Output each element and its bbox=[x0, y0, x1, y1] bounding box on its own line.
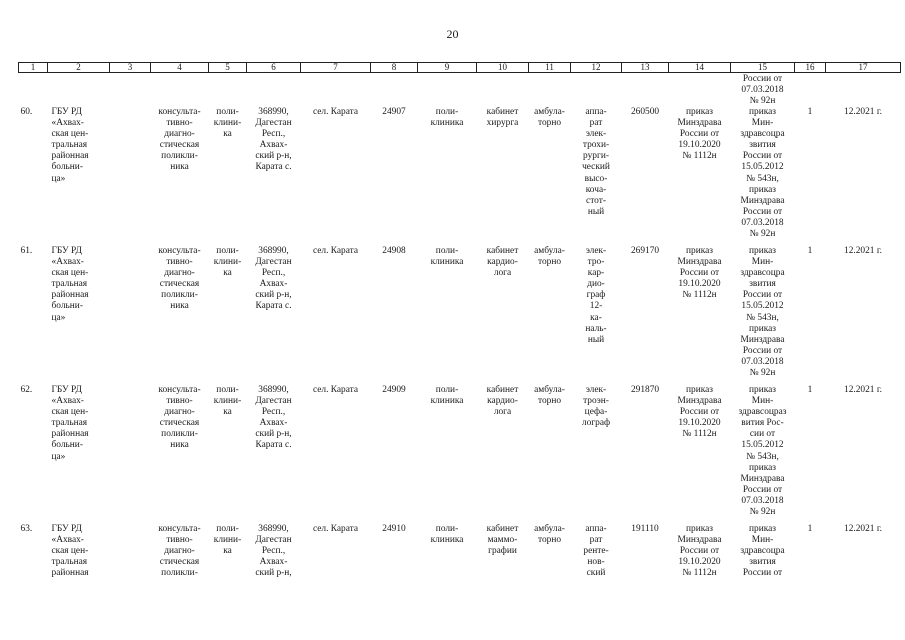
price-cell: 191110 bbox=[631, 524, 659, 534]
column-number-header bbox=[19, 63, 901, 73]
column-header: 9 bbox=[418, 63, 477, 73]
row-number: 63. bbox=[20, 524, 33, 534]
care-form-cell: амбула- торно bbox=[534, 385, 565, 407]
address-cell: 368990, Дагестан Респ., Ахвах- ский р-н, Карата с. bbox=[255, 385, 292, 451]
standard-cell: приказ Мин- здравсоцра звития России от 15.05.2012 № 543н, приказ Минздрава России от 07.03.2018 № 92н bbox=[740, 107, 785, 240]
quantity-cell: 1 bbox=[807, 385, 813, 395]
department-type-cell: консульта- тивно- диагно- стическая поликли- ника bbox=[158, 246, 201, 312]
room-cell: кабинет кардио- лога bbox=[486, 385, 519, 418]
row-number: 61. bbox=[20, 246, 33, 256]
date-cell: 12.2021 г. bbox=[844, 107, 882, 117]
empty-cell bbox=[110, 385, 151, 524]
locality-cell: сел. Карата bbox=[312, 107, 359, 117]
equipment-cell: элек- троэн- цефа- лограф bbox=[581, 385, 611, 429]
room-cell: кабинет хирурга bbox=[486, 107, 519, 129]
unit-cell: поли- клини- ка bbox=[213, 524, 242, 557]
quantity-cell: 1 bbox=[807, 246, 813, 256]
quantity-cell: 1 bbox=[807, 524, 813, 534]
care-form-cell: амбула- торно bbox=[534, 246, 565, 268]
address-cell: 368990, Дагестан Респ., Ахвах- ский р-н, Карата с. bbox=[255, 246, 292, 312]
column-header: 16 bbox=[795, 63, 826, 73]
code-cell: 24910 bbox=[382, 524, 406, 534]
equipment-table bbox=[18, 62, 901, 584]
order-cell: приказ Минздрава России от 19.10.2020 № 1112н bbox=[677, 107, 722, 162]
column-header: 5 bbox=[209, 63, 247, 73]
column-header: 1 bbox=[19, 63, 48, 73]
column-header: 2 bbox=[48, 63, 110, 73]
department-type-cell: консульта- тивно- диагно- стическая поликли- bbox=[158, 524, 201, 579]
organization-cell: ГБУ РД «Ахвах- ская цен- тральная районная больни- ца» bbox=[51, 246, 89, 323]
code-cell: 24907 bbox=[382, 107, 406, 117]
subdivision-cell: поли- клиника bbox=[430, 107, 464, 129]
standard-cell: приказ Мин- здравсоцраз вития Рос- сии от 15.05.2012 № 543н, приказ Минздрава России от 07.03.2018 № 92н bbox=[738, 385, 787, 518]
row-number: 60. bbox=[20, 107, 33, 117]
date-cell: 12.2021 г. bbox=[844, 246, 882, 256]
room-cell: кабинет маммо- графии bbox=[486, 524, 519, 557]
address-cell: 368990, Дагестан Респ., Ахвах- ский р-н, bbox=[255, 524, 292, 579]
subdivision-cell: поли- клиника bbox=[430, 524, 464, 546]
organization-cell: ГБУ РД «Ахвах- ская цен- тральная районная больни- ца» bbox=[51, 385, 89, 462]
equipment-cell: элек- тро- кар- дио- граф 12- ка- наль- ный bbox=[585, 246, 607, 345]
organization-cell: ГБУ РД «Ахвах- ская цен- тральная районная bbox=[51, 524, 89, 579]
table-row bbox=[19, 524, 901, 584]
empty-cell bbox=[110, 107, 151, 246]
row-number: 62. bbox=[20, 385, 33, 395]
unit-cell: поли- клини- ка bbox=[213, 246, 242, 279]
column-header: 8 bbox=[371, 63, 418, 73]
date-cell: 12.2021 г. bbox=[844, 524, 882, 534]
standard-cell: приказ Мин- здравсоцра звития России от bbox=[740, 524, 785, 579]
column-header: 10 bbox=[477, 63, 529, 73]
code-cell: 24908 bbox=[382, 246, 406, 256]
column-header: 11 bbox=[529, 63, 571, 73]
care-form-cell: амбула- торно bbox=[534, 107, 565, 129]
address-cell: 368990, Дагестан Респ., Ахвах- ский р-н, Карата с. bbox=[255, 107, 292, 173]
table-row bbox=[19, 107, 901, 246]
date-cell: 12.2021 г. bbox=[844, 385, 882, 395]
column-header: 4 bbox=[151, 63, 209, 73]
subdivision-cell: поли- клиника bbox=[430, 246, 464, 268]
unit-cell: поли- клини- ка bbox=[213, 107, 242, 140]
column-header: 12 bbox=[571, 63, 622, 73]
room-cell: кабинет кардио- лога bbox=[486, 246, 519, 279]
standard-cell: приказ Мин- здравсоцра звития России от 15.05.2012 № 543н, приказ Минздрава России от 07.03.2018 № 92н bbox=[740, 246, 785, 379]
subdivision-cell: поли- клиника bbox=[430, 385, 464, 407]
quantity-cell: 1 bbox=[807, 107, 813, 117]
column-header: 15 bbox=[731, 63, 795, 73]
order-cell: приказ Минздрава России от 19.10.2020 № 1112н bbox=[677, 385, 722, 440]
care-form-cell: амбула- торно bbox=[534, 524, 565, 546]
order-cell: приказ Минздрава России от 19.10.2020 № 1112н bbox=[677, 246, 722, 301]
order-cell: приказ Минздрава России от 19.10.2020 № 1112н bbox=[677, 524, 722, 579]
department-type-cell: консульта- тивно- диагно- стическая поликли- ника bbox=[158, 107, 201, 173]
locality-cell: сел. Карата bbox=[312, 385, 359, 395]
locality-cell: сел. Карата bbox=[312, 246, 359, 256]
table-row bbox=[19, 385, 901, 524]
equipment-cell: аппа- рат ренте- нов- ский bbox=[583, 524, 609, 579]
price-cell: 260500 bbox=[630, 107, 660, 117]
empty-cell bbox=[110, 246, 151, 385]
continued-text: России от 07.03.2018 № 92н bbox=[741, 73, 784, 106]
department-type-cell: консульта- тивно- диагно- стическая поликли- ника bbox=[158, 385, 201, 451]
empty-cell bbox=[110, 524, 151, 584]
equipment-cell: аппа- рат элек- трохи- рурги- ческий высо- коча- стот- ный bbox=[582, 107, 610, 217]
continued-row bbox=[19, 73, 901, 108]
locality-cell: сел. Карата bbox=[312, 524, 359, 534]
column-header: 7 bbox=[301, 63, 371, 73]
column-header: 6 bbox=[247, 63, 301, 73]
price-cell: 291870 bbox=[630, 385, 660, 395]
column-header: 14 bbox=[669, 63, 731, 73]
unit-cell: поли- клини- ка bbox=[213, 385, 242, 418]
price-cell: 269170 bbox=[630, 246, 660, 256]
page-number: 20 bbox=[446, 27, 459, 41]
code-cell: 24909 bbox=[382, 385, 406, 395]
column-header: 3 bbox=[110, 63, 151, 73]
column-header: 17 bbox=[826, 63, 901, 73]
table-row bbox=[19, 246, 901, 385]
column-header: 13 bbox=[622, 63, 669, 73]
organization-cell: ГБУ РД «Ахвах- ская цен- тральная районная больни- ца» bbox=[51, 107, 89, 184]
